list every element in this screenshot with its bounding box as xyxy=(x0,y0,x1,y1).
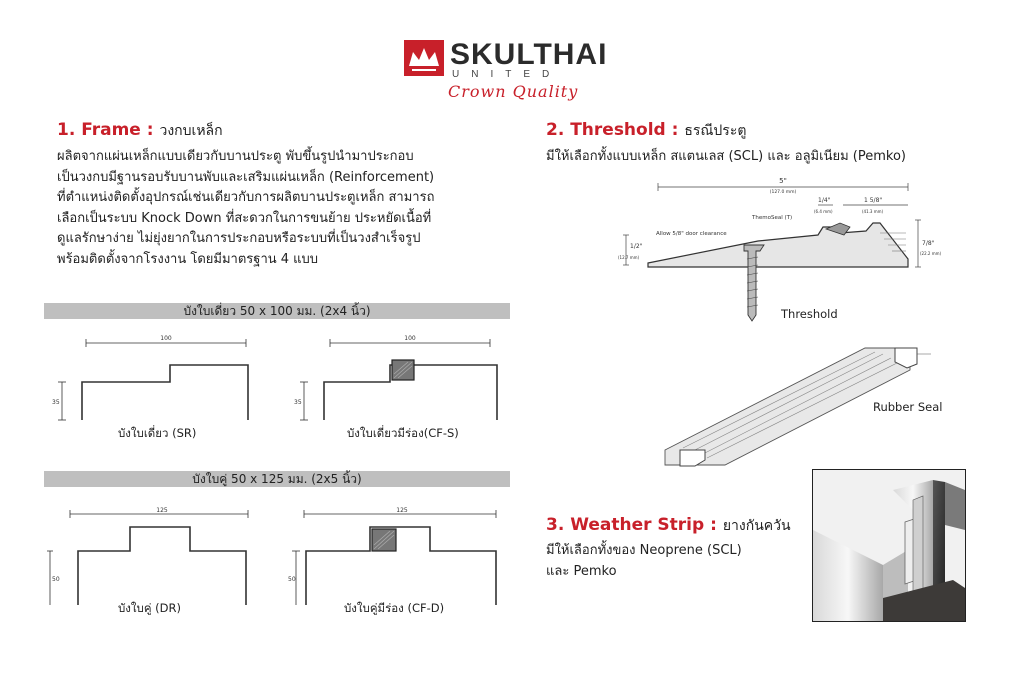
frame-title-text: 1. Frame : xyxy=(57,120,154,140)
cfd-label: บังใบคู่มีร่อง (CF-D) xyxy=(344,601,445,615)
weather-strip-line: มีให้เลือกทั้งของ Neoprene (SCL) xyxy=(546,543,742,558)
frame-line: ผลิตจากแผ่นเหล็กแบบเดียวกับบานประตู พับขึ้นรูปนำมาประกอบ xyxy=(57,149,414,164)
brand-sub: UNITED xyxy=(452,69,562,80)
threshold-dim-quarter: 1/4" xyxy=(818,197,831,204)
threshold-dim-ofe-mm: (41.3 mm) xyxy=(862,209,884,214)
single-rebate-bar: บังใบเดี่ยว 50 x 100 มม. (2x4 นิ้ว) xyxy=(44,303,510,319)
threshold-dim-width-mm: (127.0 mm) xyxy=(769,190,797,195)
dr-label: บังใบคู่ (DR) xyxy=(118,601,181,615)
cfd-profile-drawing xyxy=(290,505,505,615)
sr-dim-width: 100 xyxy=(160,335,172,342)
threshold-title-text: 2. Threshold : xyxy=(546,120,679,140)
cfs-label: บังใบเดี่ยวมีร่อง(CF-S) xyxy=(347,426,459,440)
threshold-dim-width: 5" xyxy=(779,177,787,185)
double-rebate-bar: บังใบคู่ 50 x 125 มม. (2x5 นิ้ว) xyxy=(44,471,510,487)
frame-subtitle: วงกบเหล็ก xyxy=(159,123,223,139)
threshold-subtitle: ธรณีประตู xyxy=(684,123,747,139)
threshold-description: มีให้เลือกทั้งแบบเหล็ก สแตนเลส (SCL) และ อลูมิเนียม (Pemko) xyxy=(546,149,906,164)
sr-profile-drawing xyxy=(50,330,260,440)
threshold-title xyxy=(546,120,746,142)
frame-line: พร้อมติดตั้งจากโรงงาน โดยมีมาตรฐาน 4 แบบ xyxy=(57,251,319,267)
cfs-dim-height: 35 xyxy=(294,399,302,406)
threshold-thermoseal: ThemoSeal (T) xyxy=(752,215,793,221)
dr-dim-width: 125 xyxy=(156,507,168,514)
threshold-dim-ofe: 1 5/8" xyxy=(864,197,883,204)
weather-strip-subtitle: ยางกันควัน xyxy=(722,518,791,534)
threshold-label: Threshold xyxy=(781,307,838,321)
brand-tagline: Crown Quality xyxy=(448,82,579,101)
weather-strip-description xyxy=(546,541,806,582)
threshold-drawing xyxy=(618,175,948,325)
frame-line: เป็นวงกบมีฐานรอบรับบานพับและเสริมแผ่นเหล็ก (Reinforcement) xyxy=(57,169,435,185)
frame-line: ดูแลรักษาง่าย ไม่ยุ่งยากในการประกอบหรือระบบที่เป็นวงสำเร็จรูป xyxy=(57,231,421,246)
sr-label: บังใบเดี่ยว (SR) xyxy=(118,426,197,440)
dr-dim-height: 50 xyxy=(52,576,60,583)
cfd-dim-width: 125 xyxy=(396,507,408,514)
weather-strip-photo xyxy=(812,469,966,622)
frame-description xyxy=(57,147,517,270)
dr-profile-drawing xyxy=(50,505,260,615)
brand-logo xyxy=(404,38,624,110)
brand-name: SKULTHAI xyxy=(450,38,608,71)
weather-strip-title-text: 3. Weather Strip : xyxy=(546,515,717,535)
weather-strip-line: และ Pemko xyxy=(546,563,617,579)
frame-line: เลือกเป็นระบบ Knock Down ที่สะดวกในการขนย้าย ประหยัดเนื้อที่ xyxy=(57,210,432,226)
crown-logo-icon xyxy=(404,40,444,76)
weather-strip-title xyxy=(546,515,791,537)
cfd-dim-height: 50 xyxy=(288,576,296,583)
threshold-dim-half: 1/2" xyxy=(630,243,643,250)
rubber-seal-label: Rubber Seal xyxy=(873,400,943,414)
threshold-dim-half-mm: (12.7 mm) xyxy=(618,255,640,260)
frame-line: ที่ตำแหน่งติดตั้งอุปกรณ์เช่นเดียวกับการผลิตบานประตูเหล็ก สามารถ xyxy=(57,190,435,205)
frame-title xyxy=(57,120,223,142)
threshold-dim-quarter-mm: (6.4 mm) xyxy=(814,209,833,214)
threshold-dim-se-mm: (22.2 mm) xyxy=(920,251,942,256)
threshold-clearance: Allow 5/8" door clearance xyxy=(656,231,727,237)
threshold-dim-se: 7/8" xyxy=(922,240,935,247)
sr-dim-height: 35 xyxy=(52,399,60,406)
cfs-dim-width: 100 xyxy=(404,335,416,342)
cfs-profile-drawing xyxy=(290,330,505,440)
